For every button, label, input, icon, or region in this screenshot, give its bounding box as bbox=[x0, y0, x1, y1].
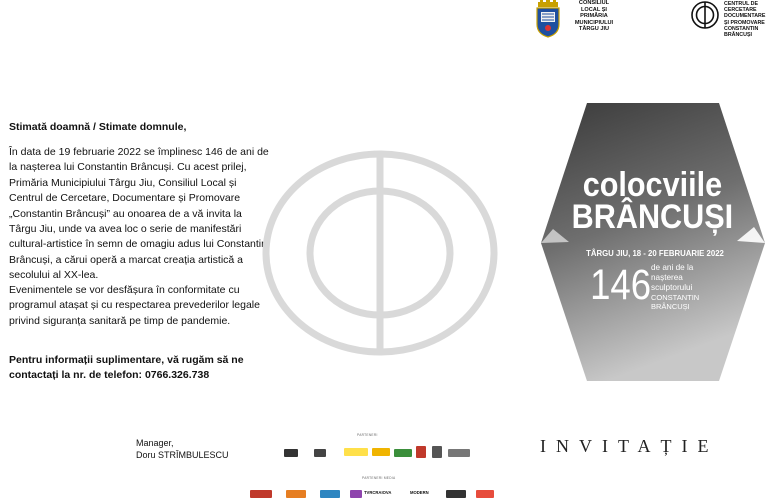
media-logo bbox=[320, 490, 340, 498]
greeting: Stimată doamnă / Stimate domnule, bbox=[9, 121, 187, 133]
event-number: 146 bbox=[590, 261, 652, 309]
city-line-3: PRIMĂRIA bbox=[580, 13, 608, 20]
partner-logo bbox=[314, 449, 326, 457]
event-title-line1: colocviile bbox=[582, 165, 723, 204]
event-hexagon bbox=[539, 103, 767, 388]
partner-logo bbox=[372, 448, 390, 456]
partners-label: PARTENERI bbox=[357, 433, 378, 437]
media-logo bbox=[476, 490, 494, 498]
event-subtitle-3: sculptorului bbox=[651, 283, 693, 292]
media-logo-modern: MODERN bbox=[410, 490, 429, 495]
invitation-label: INVITAȚIE bbox=[540, 436, 719, 456]
media-partners-label: PARTENERI MEDIA bbox=[362, 476, 396, 480]
center-line-6: BRÂNCUȘI bbox=[724, 32, 752, 39]
media-logo bbox=[446, 490, 466, 498]
letter-paragraph-1: În data de 19 februarie 2022 se împlinesc 146 de ani de la nașterea lui Constantin Brâncuși. Cu acest prilej, Primăria Municipiului Târgu Jiu, Consiliul Local și Centrul de Cercetare, Documentare și Promovare „Constantin Brâncuși” au onoarea de a vă invita la Târgu Jiu, unde va avea loc o serie de manifestări cultural-artistice în semn de omagiu adus lui Constantin Brâncuși, a cărui operă a marcat creația artistică a secolului al XX-lea. bbox=[9, 146, 269, 282]
letter-paragraph-2: Evenimentele se vor desfășura în conformitate cu programul atașat și cu respectarea prevederilor legale privind siguranța sanitară pe timp de pandemie. bbox=[9, 284, 260, 327]
city-crest-icon bbox=[533, 0, 563, 43]
city-council-text bbox=[568, 0, 620, 33]
media-logos-row bbox=[250, 488, 510, 500]
signature-block bbox=[136, 437, 229, 461]
center-line-2: CERCETARE bbox=[724, 7, 757, 14]
watermark-logo-icon bbox=[262, 150, 498, 361]
brancusi-center-text bbox=[724, 1, 768, 38]
partner-logo bbox=[284, 449, 298, 457]
media-logo bbox=[350, 490, 362, 498]
event-dates: TÂRGU JIU, 18 - 20 FEBRUARIE 2022 bbox=[586, 249, 724, 258]
city-line-4: MUNICIPIULUI bbox=[574, 19, 614, 26]
event-title-line2: BRÂNCUȘI bbox=[571, 197, 734, 236]
partner-logo bbox=[448, 449, 470, 457]
center-line-4: ȘI PROMOVARE bbox=[724, 19, 765, 26]
partner-logos-row bbox=[284, 446, 484, 460]
city-line-2: LOCAL ȘI bbox=[580, 6, 607, 13]
media-logo bbox=[286, 490, 306, 498]
manager-role: Manager, bbox=[136, 438, 174, 448]
center-line-1: CENTRUL DE bbox=[724, 1, 759, 7]
contact-info: Pentru informații suplimentare, vă rugăm să ne contactați la nr. de telefon: 0766.326.738 bbox=[9, 354, 244, 382]
center-line-5: CONSTANTIN bbox=[724, 25, 759, 32]
event-subtitle-1: de ani de la bbox=[651, 263, 694, 272]
media-logo-tvr: TVRCRAIOVA bbox=[364, 490, 392, 495]
event-subtitle-2: nașterea bbox=[651, 273, 683, 282]
partner-logo bbox=[416, 446, 426, 458]
manager-name: Doru STRÎMBULESCU bbox=[136, 450, 229, 460]
partner-logo bbox=[394, 449, 412, 457]
city-line-5: TÂRGU JIU bbox=[578, 26, 610, 33]
city-line-1: CONSILIUL bbox=[578, 0, 610, 6]
media-logo bbox=[250, 490, 272, 498]
center-line-3: DOCUMENTARE bbox=[724, 13, 766, 20]
partner-logo bbox=[432, 446, 442, 458]
event-subtitle-5: BRÂNCUȘI bbox=[651, 302, 690, 311]
brancusi-center-logo-icon bbox=[690, 0, 720, 35]
partner-logo bbox=[344, 448, 368, 456]
event-subtitle-4: CONSTANTIN bbox=[651, 293, 700, 302]
